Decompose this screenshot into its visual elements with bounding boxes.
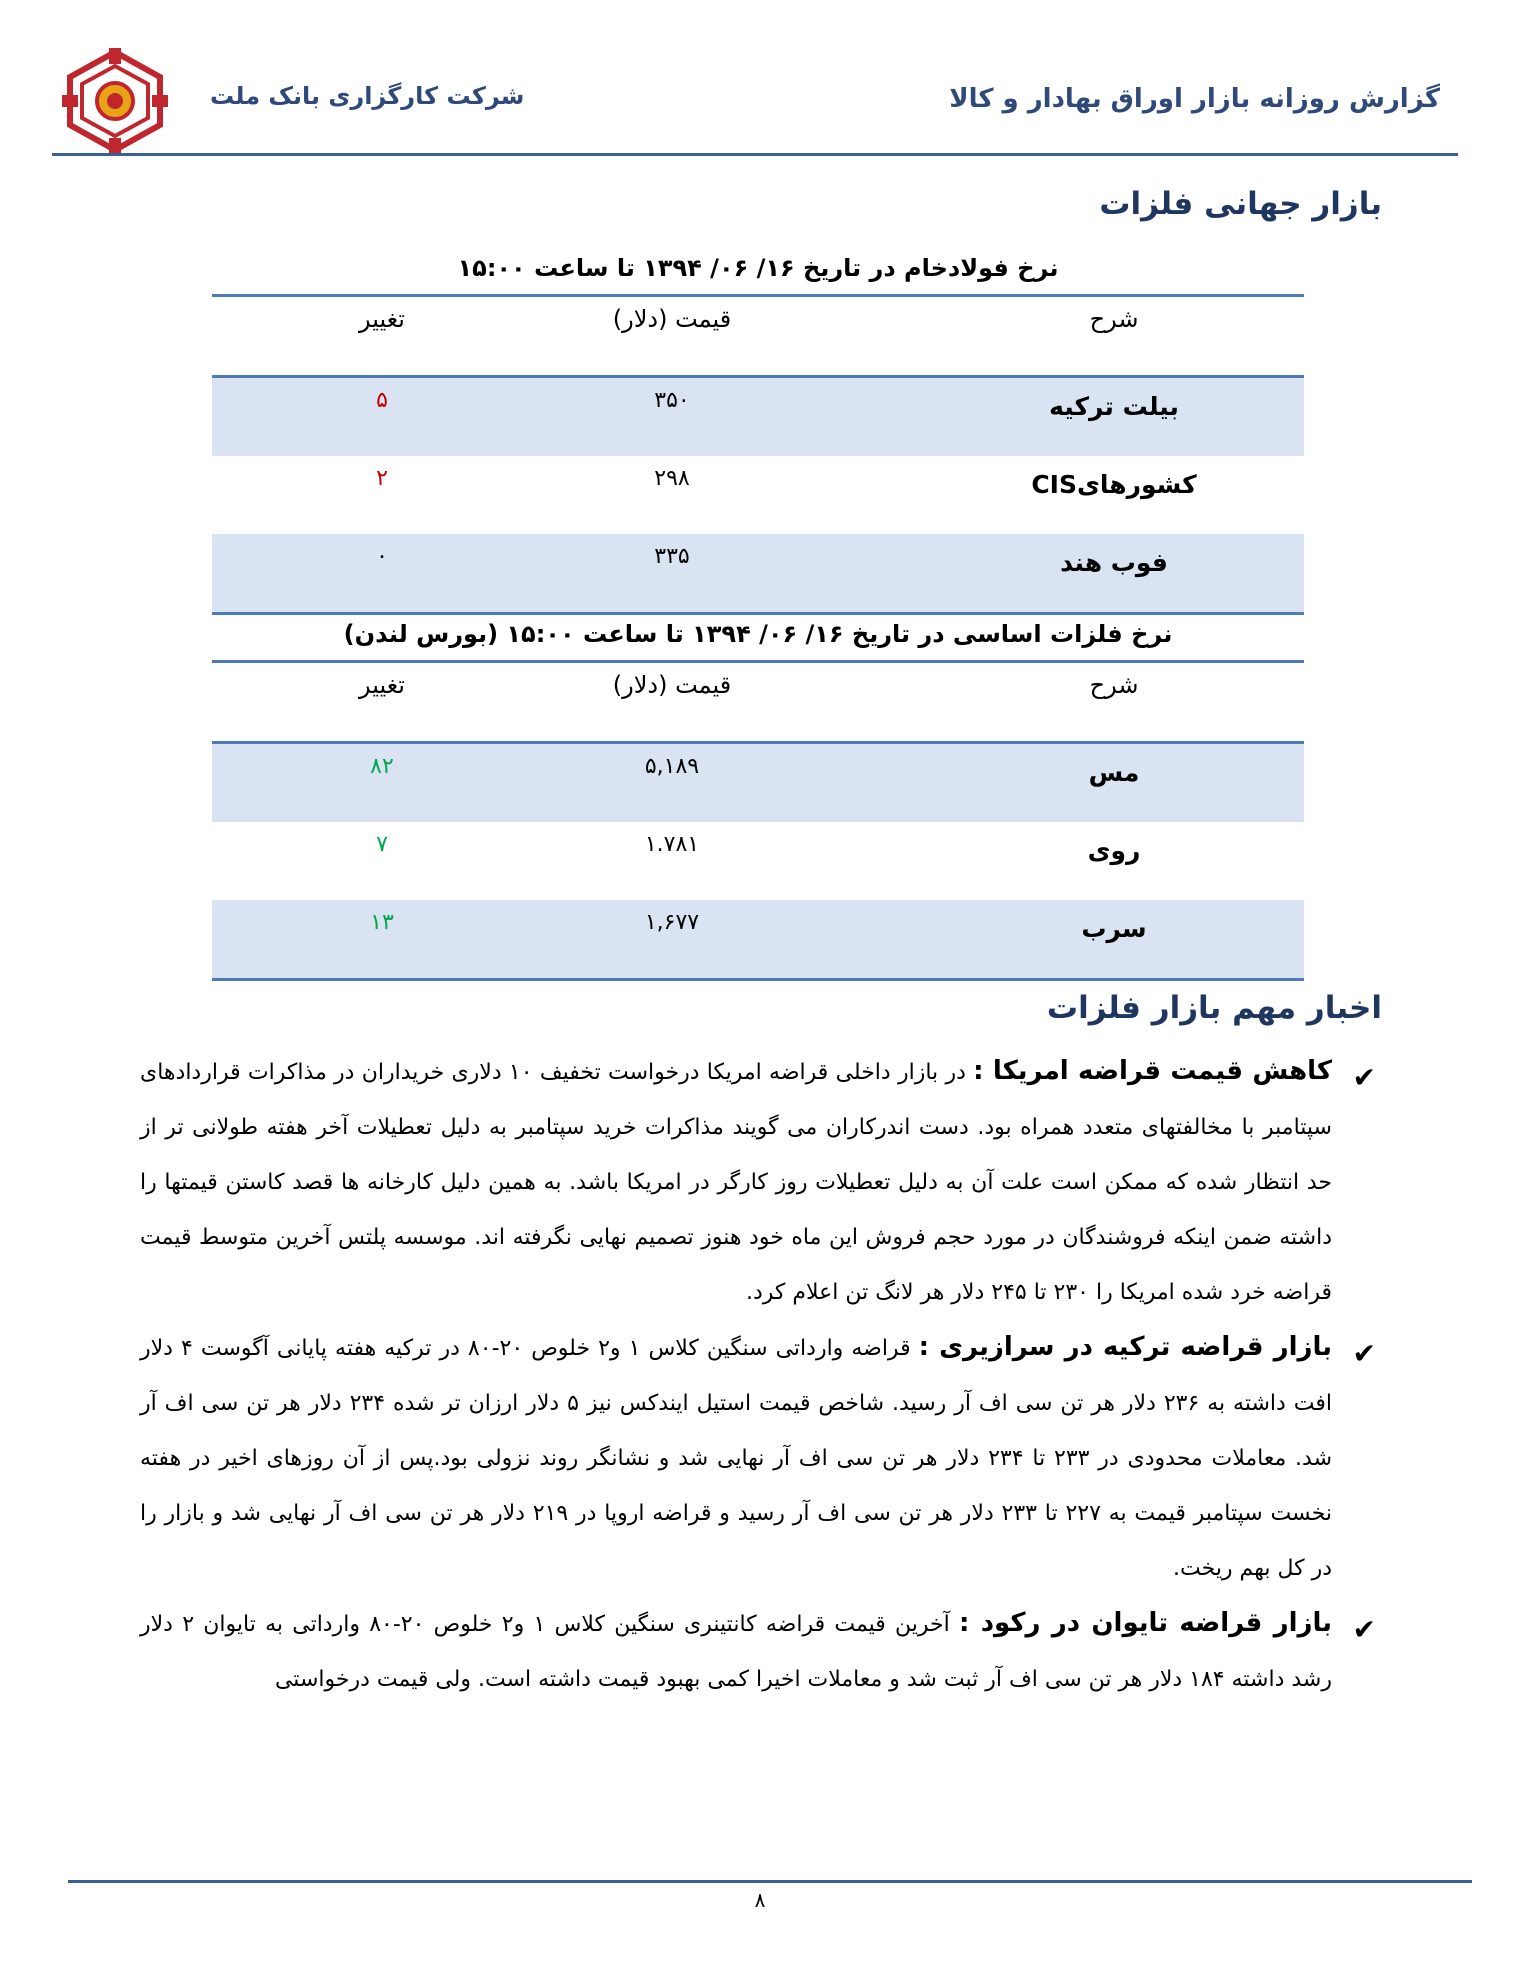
news-headline: بازار قراضه تایوان در رکود : <box>959 1608 1332 1638</box>
checkmark-icon: ✔ <box>1352 1613 1376 1646</box>
table-bottom-rule <box>212 978 1304 981</box>
row-desc: بیلت ترکیه <box>1049 392 1179 421</box>
company-name: شرکت کارگزاری بانک ملت <box>210 82 525 110</box>
news-item <box>140 1596 1376 1707</box>
header-price: قیمت (دلار) <box>612 671 732 699</box>
report-title: گزارش روزانه بازار اوراق بهادار و کالا <box>949 84 1440 114</box>
section-title-global-metals: بازار جهانی فلزات <box>1099 186 1382 222</box>
row-desc: فوب هند <box>1060 548 1168 577</box>
header-divider <box>52 153 1458 156</box>
table-header-row <box>212 663 1304 741</box>
checkmark-icon: ✔ <box>1352 1337 1376 1370</box>
steel-table-title: نرخ فولادخام در تاریخ ۱۶/ ۰۶/ ۱۳۹۴ تا ساعت ۱۵:۰۰ <box>457 254 1059 282</box>
row-change: ۵ <box>376 388 388 413</box>
base-metals-table-title: نرخ فلزات اساسی در تاریخ ۱۶/ ۰۶/ ۱۳۹۴ تا ساعت ۱۵:۰۰ (بورس لندن) <box>343 620 1173 648</box>
row-desc: سرب <box>1081 914 1147 943</box>
page-header <box>0 0 1530 160</box>
company-logo <box>62 48 168 154</box>
checkmark-icon: ✔ <box>1352 1061 1376 1094</box>
table-row <box>212 378 1304 456</box>
table-row <box>212 456 1304 534</box>
table-row <box>212 822 1304 900</box>
news-body: قراضه وارداتی سنگین کلاس ۱ و۲ خلوص ۲۰-۸۰ در ترکیه هفته پایانی آگوست ۴ دلار افت داشته به ۲۳۶ دلار هر تن سی اف آر رسید. شاخص قیمت استیل ایندکس نیز ۵ دلار ارزان تر شده ۲۳۴ دلار هر تن سی اف آر شد. معاملات محدودی در ۲۳۳ تا ۲۳۴ دلار هر تن سی اف آر نهایی شد و نشانگر روند نزولی بود.پس از آن روزهای اخیر در هفته نخست سپتامبر قیمت به ۲۲۷ تا ۲۳۳ دلار هر تن سی اف آر رسید و قراضه اروپا در ۲۱۹ دلار هر تن سی اف آر نهایی شد و بازار را در کل بهم ریخت. <box>140 1336 1333 1581</box>
row-change: ۱۳ <box>370 910 394 935</box>
row-desc: مس <box>1088 758 1140 787</box>
footer-divider <box>68 1880 1472 1883</box>
news-body: در بازار داخلی قراضه امریکا درخواست تخفیف ۱۰ دلاری خریداران در مذاکرات قراردادهای سپتامبر با مخالفتهای متعدد همراه بود. دست اندرکاران می گویند مذاکرات خرید سپتامبر به دلیل تعطیلات آخر هفته طولانی تر از حد انتظار شده که ممکن است علت آن به دلیل تعطیلات روز کارگر در امریکا باشد. به همین دلیل کارخانه ها قصد کاستن قیمتها را داشته ضمن اینکه فروشندگان در مورد حجم فروش این ماه خود هنوز تصمیم نهایی نگرفته اند. موسسه پلتس آخرین متوسط قیمت قراضه خرد شده امریکا را ۲۳۰ تا ۲۴۵ دلار هر لانگ تن اعلام کرد. <box>140 1060 1332 1305</box>
section-title-metal-news: اخبار مهم بازار فلزات <box>1046 990 1382 1026</box>
news-headline: کاهش قیمت قراضه امریکا : <box>973 1056 1332 1086</box>
news-body: آخرین قیمت قراضه کانتینری سنگین کلاس ۱ و۲ خلوص ۲۰-۸۰ وارداتی به تایوان ۲ دلار رشد داشته ۱۸۴ دلار هر تن سی اف آر ثبت شد و معاملات اخیرا کمی بهبود قیمت داشته است. ولی قیمت درخواستی <box>140 1612 1332 1692</box>
row-price: ۱.۷۸۱ <box>644 832 700 857</box>
row-price: ۵,۱۸۹ <box>644 754 700 779</box>
row-change: ۸۲ <box>370 754 394 779</box>
page-number: ۸ <box>754 1888 766 1912</box>
header-change: تغییر <box>359 305 405 333</box>
news-list <box>140 1044 1376 1707</box>
row-price: ۱,۶۷۷ <box>644 910 700 935</box>
row-change: ۰ <box>376 544 388 569</box>
table-bottom-rule <box>212 612 1304 615</box>
row-price: ۳۵۰ <box>654 388 690 413</box>
table-row <box>212 744 1304 822</box>
header-change: تغییر <box>359 671 405 699</box>
news-headline: بازار قراضه ترکیه در سرازیری : <box>918 1332 1333 1362</box>
table-row <box>212 534 1304 612</box>
row-price: ۲۹۸ <box>654 466 690 491</box>
row-desc: کشورهایCIS <box>1031 470 1197 499</box>
row-change: ۲ <box>376 466 388 491</box>
header-desc: شرح <box>1089 671 1139 699</box>
news-item <box>140 1320 1376 1596</box>
header-desc: شرح <box>1089 305 1139 333</box>
table-header-row <box>212 297 1304 375</box>
header-price: قیمت (دلار) <box>612 305 732 333</box>
row-desc: روی <box>1087 836 1141 865</box>
news-item <box>140 1044 1376 1320</box>
table-row <box>212 900 1304 978</box>
row-price: ۳۳۵ <box>654 544 690 569</box>
row-change: ۷ <box>376 832 388 857</box>
